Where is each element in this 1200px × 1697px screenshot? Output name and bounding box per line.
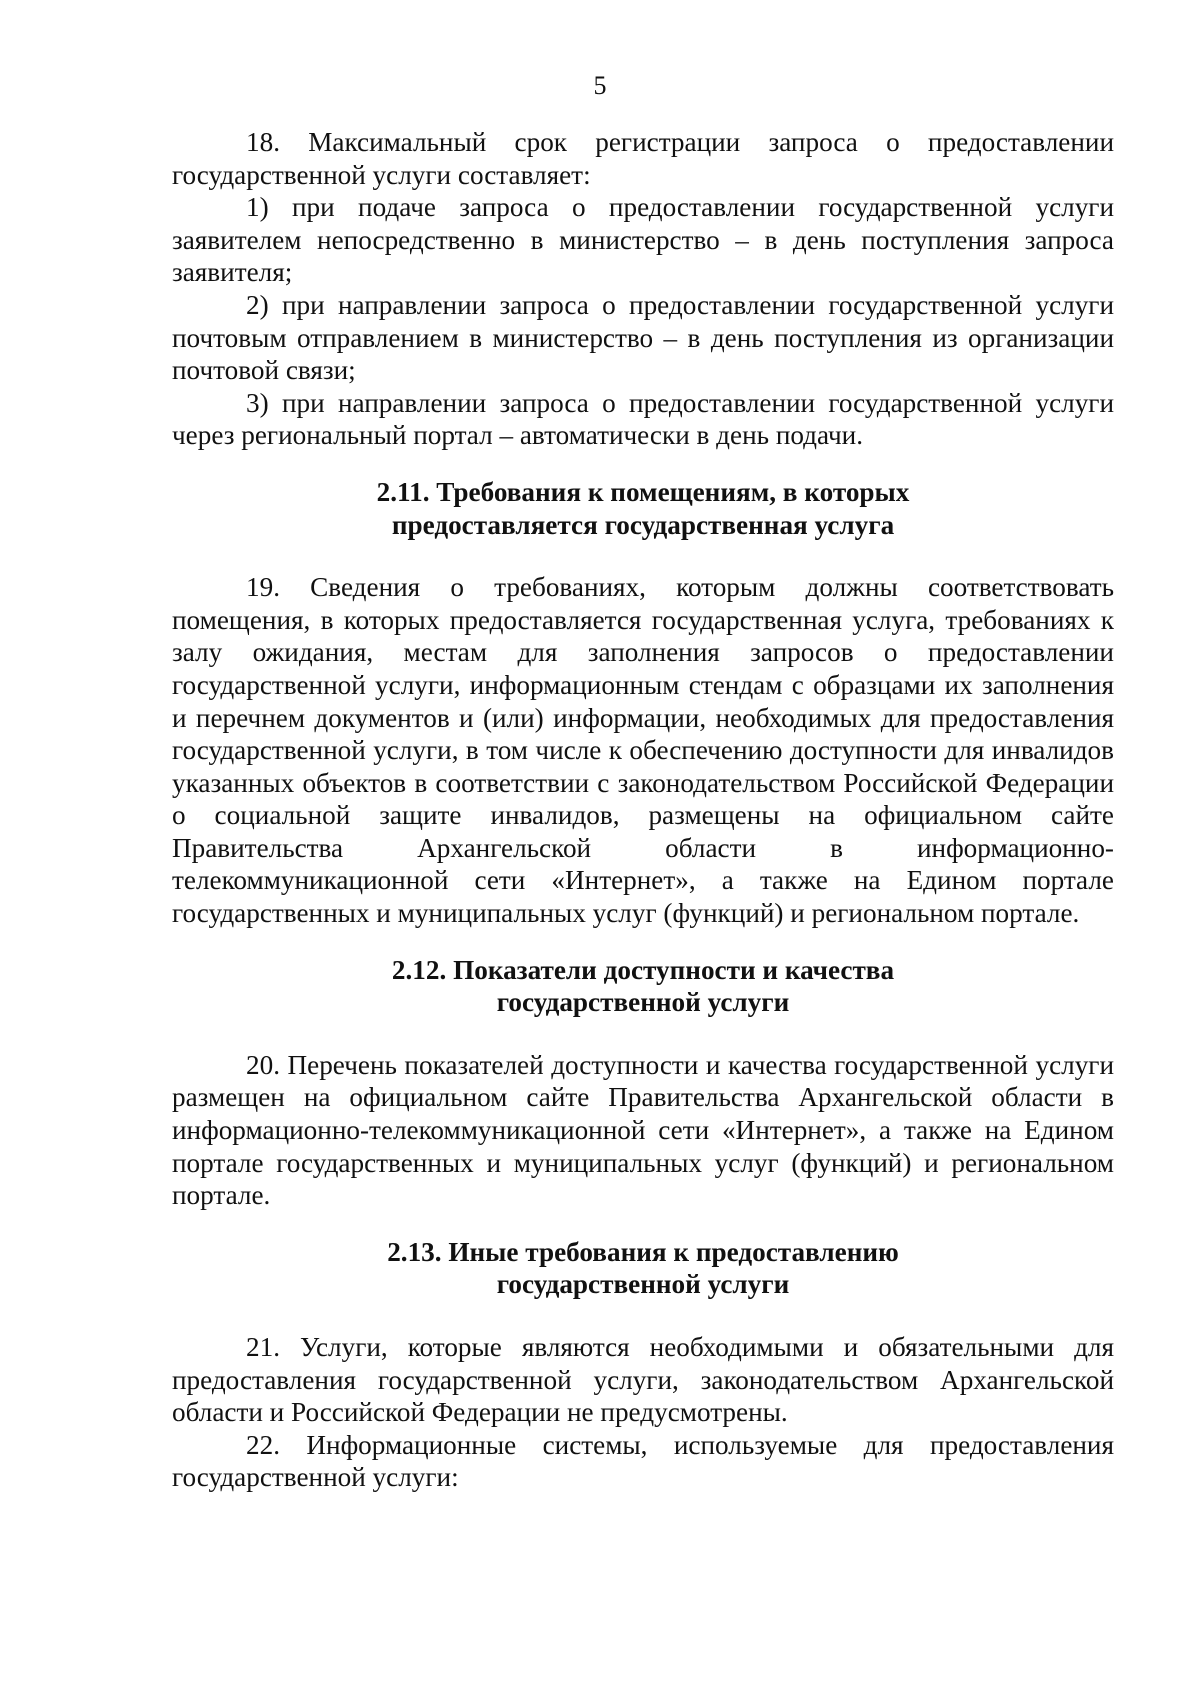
heading-line: государственной услуги: [496, 1269, 790, 1300]
heading-line: 2.12. Показатели доступности и качества: [391, 954, 895, 985]
spacer: [172, 1301, 1114, 1331]
paragraph-20: 20. Перечень показателей доступности и качества государственной услуги размещен на официальном сайте Правительства Архангельской области в информационно-телекоммуникационной сети «Интернет», а также на Едином портале государственных и муниципальных услуг (функций) и региональном портале.: [172, 1049, 1114, 1211]
heading-line: 2.11. Требования к помещениям, в которых: [376, 476, 910, 507]
list-item-3: 3) при направлении запроса о предоставлении государственной услуги через региональный портал – автоматически в день подачи.: [172, 387, 1114, 451]
spacer: [172, 452, 1114, 476]
heading-line: 2.13. Иные требования к предоставлению: [387, 1236, 899, 1267]
paragraph-22: 22. Информационные системы, используемые для предоставления государственной услуги:: [172, 1429, 1114, 1493]
spacer: [172, 1019, 1114, 1049]
list-item-2: 2) при направлении запроса о предоставлении государственной услуги почтовым отправлением в министерство – в день поступления из организации почтовой связи;: [172, 289, 1114, 386]
spacer: [172, 930, 1114, 954]
heading-line: предоставляется государственная услуга: [391, 509, 895, 540]
paragraph-21: 21. Услуги, которые являются необходимыми и обязательными для предоставления государственной услуги, законодательством Архангельской области и Российской Федерации не предусмотрены.: [172, 1332, 1114, 1428]
section-heading-2-12: [172, 954, 1114, 1019]
spacer: [172, 541, 1114, 571]
spacer: [172, 1212, 1114, 1236]
heading-line: государственной услуги: [496, 987, 790, 1018]
page-number: 5: [593, 71, 607, 100]
list-item-1: 1) при подаче запроса о предоставлении государственной услуги заявителем непосредственно в министерство – в день поступления запроса заявителя;: [172, 192, 1114, 288]
paragraph-19: 19. Сведения о требованиях, которым должны соответствовать помещения, в которых предоставляется государственная услуга, требованиях к залу ожидания, местам для заполнения запросов о предоставлении государственной услуги, информационным стендам с образцами их заполнения и перечнем документов и (или) информации, необходимых для предоставления государственной услуги, в том числе к обеспечению доступности для инвалидов указанных объектов в соответствии с законодательством Российской Федерации о социальной защите инвалидов, размещены на официальном сайте Правительства Архангельской области в информационно-телекоммуникационной сети «Интернет», а также на Едином портале государственных и муниципальных услуг (функций) и региональном портале.: [172, 572, 1114, 929]
section-heading-2-13: [172, 1236, 1114, 1301]
paragraph-18: 18. Максимальный срок регистрации запроса о предоставлении государственной услуги составляет:: [172, 127, 1114, 190]
document-body: [172, 126, 1114, 1494]
section-heading-2-11: [172, 476, 1114, 541]
